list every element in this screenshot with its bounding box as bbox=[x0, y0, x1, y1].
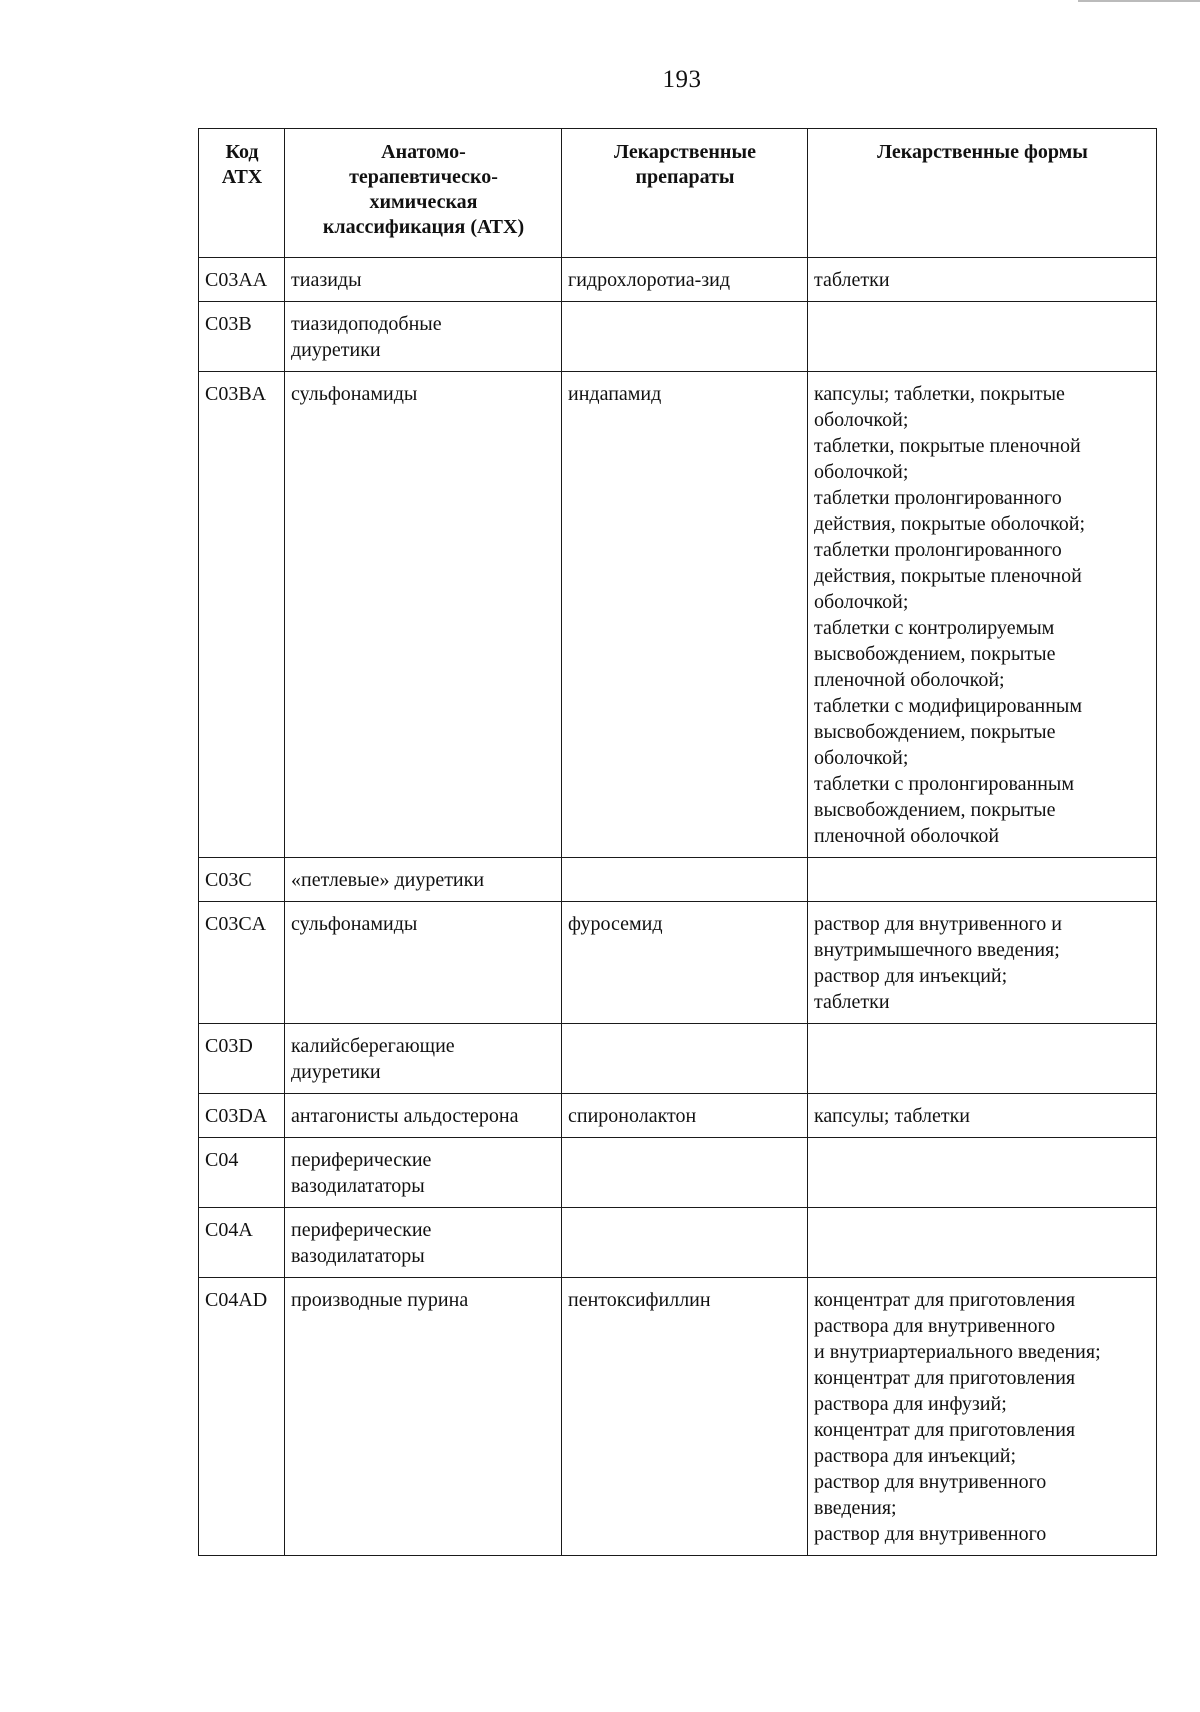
table-row bbox=[199, 902, 1157, 1024]
cell-code: C04 bbox=[199, 1138, 285, 1208]
cell-forms: раствор для внутривенного и внутримышечного введения; раствор для инъекций; таблетки bbox=[808, 902, 1157, 1024]
cell-drug bbox=[562, 1138, 808, 1208]
cell-code: C03CA bbox=[199, 902, 285, 1024]
table-row bbox=[199, 1278, 1157, 1556]
cell-forms bbox=[808, 858, 1157, 902]
cell-forms: капсулы; таблетки bbox=[808, 1094, 1157, 1138]
table-row bbox=[199, 1138, 1157, 1208]
cell-drug bbox=[562, 1208, 808, 1278]
table-row bbox=[199, 1094, 1157, 1138]
cell-forms bbox=[808, 302, 1157, 372]
cell-classification: тиазидоподобные диуретики bbox=[285, 302, 562, 372]
header-forms: Лекарственные формы bbox=[808, 129, 1157, 258]
table-row bbox=[199, 1024, 1157, 1094]
cell-code: C03DA bbox=[199, 1094, 285, 1138]
cell-code: C03D bbox=[199, 1024, 285, 1094]
cell-code: C03C bbox=[199, 858, 285, 902]
header-drugs: Лекарственные препараты bbox=[562, 129, 808, 258]
cell-classification: периферические вазодилататоры bbox=[285, 1138, 562, 1208]
table-row bbox=[199, 1208, 1157, 1278]
cell-classification: сульфонамиды bbox=[285, 372, 562, 858]
cell-classification: «петлевые» диуретики bbox=[285, 858, 562, 902]
cell-forms: капсулы; таблетки, покрытые оболочкой; таблетки, покрытые пленочной оболочкой; таблетки пролонгированного действия, покрытые оболочкой; таблетки пролонгированного действия, покрытые пленочной оболочкой; таблетки с контролируемым высвобождением, покрытые пленочной оболочкой; таблетки с модифицированным высвобождением, покрытые оболочкой; таблетки с пролонгированным высвобождением, покрытые пленочной оболочкой bbox=[808, 372, 1157, 858]
cell-drug: фуросемид bbox=[562, 902, 808, 1024]
table-row bbox=[199, 302, 1157, 372]
table-row bbox=[199, 858, 1157, 902]
atx-table bbox=[198, 128, 1157, 1556]
cell-forms: концентрат для приготовления раствора для внутривенного и внутриартериального введения; концентрат для приготовления раствора для инфузий; концентрат для приготовления раствора для инъекций; раствор для внутривенного введения; раствор для внутривенного bbox=[808, 1278, 1157, 1556]
cell-drug bbox=[562, 302, 808, 372]
cell-classification: тиазиды bbox=[285, 258, 562, 302]
cell-drug: пентоксифиллин bbox=[562, 1278, 808, 1556]
cell-drug bbox=[562, 1024, 808, 1094]
table-row bbox=[199, 258, 1157, 302]
cell-code: C04AD bbox=[199, 1278, 285, 1556]
cell-classification: сульфонамиды bbox=[285, 902, 562, 1024]
cell-drug bbox=[562, 858, 808, 902]
cell-code: C03AA bbox=[199, 258, 285, 302]
cell-code: C03BA bbox=[199, 372, 285, 858]
cell-drug: индапамид bbox=[562, 372, 808, 858]
cell-forms bbox=[808, 1138, 1157, 1208]
top-edge-rule bbox=[1078, 0, 1200, 2]
cell-classification: калийсберегающие диуретики bbox=[285, 1024, 562, 1094]
cell-forms bbox=[808, 1024, 1157, 1094]
cell-classification: антагонисты альдостерона bbox=[285, 1094, 562, 1138]
table-header-row bbox=[199, 129, 1157, 258]
cell-forms: таблетки bbox=[808, 258, 1157, 302]
page-number: 193 bbox=[662, 66, 702, 93]
cell-drug: гидрохлоротиа-зид bbox=[562, 258, 808, 302]
cell-drug: спиронолактон bbox=[562, 1094, 808, 1138]
header-classification: Анатомо- терапевтическо- химическая классификация (АТХ) bbox=[285, 129, 562, 258]
cell-code: C03B bbox=[199, 302, 285, 372]
cell-code: C04A bbox=[199, 1208, 285, 1278]
table-row bbox=[199, 372, 1157, 858]
cell-classification: производные пурина bbox=[285, 1278, 562, 1556]
cell-classification: периферические вазодилататоры bbox=[285, 1208, 562, 1278]
cell-forms bbox=[808, 1208, 1157, 1278]
header-code: Код АТХ bbox=[199, 129, 285, 258]
